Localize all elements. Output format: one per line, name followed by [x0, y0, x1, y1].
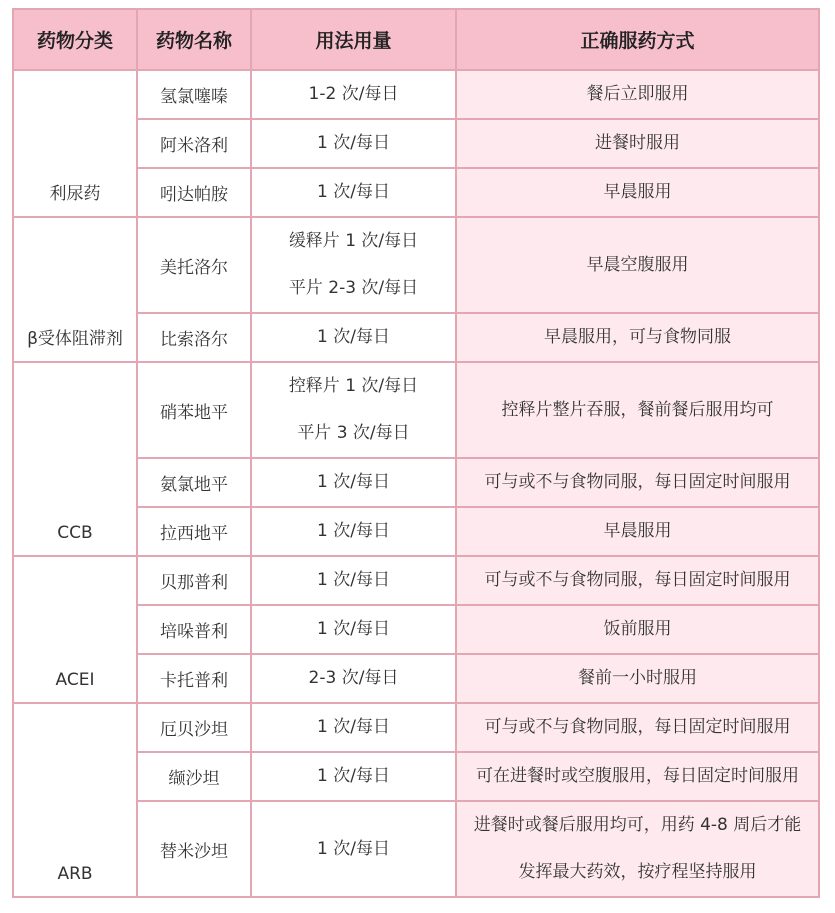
method-line: 可与或不与食物同服，每日固定时间服用	[484, 472, 791, 492]
drug-name-cell: 阿米洛利	[137, 119, 251, 168]
table-row	[13, 556, 819, 605]
drug-name-cell: 缬沙坦	[137, 752, 251, 801]
method-cell	[456, 362, 819, 458]
method-line: 可在进餐时或空腹服用，每日固定时间服用	[476, 766, 799, 786]
table-body	[13, 70, 819, 897]
method-cell	[456, 458, 819, 507]
dosage-cell	[251, 458, 456, 507]
method-line: 餐后立即服用	[586, 84, 689, 104]
method-line: 可与或不与食物同服，每日固定时间服用	[484, 717, 791, 737]
method-cell	[456, 556, 819, 605]
dosage-cell	[251, 752, 456, 801]
dosage-cell	[251, 217, 456, 313]
dosage-cell	[251, 556, 456, 605]
header-drug-name: 药物名称	[137, 9, 251, 70]
dosage-line: 2-3 次/每日	[308, 668, 399, 688]
drug-name-cell: 拉西地平	[137, 507, 251, 556]
dosage-cell	[251, 605, 456, 654]
dosage-line: 1 次/每日	[317, 472, 390, 492]
drug-name-cell: 氨氯地平	[137, 458, 251, 507]
dosage-line: 1 次/每日	[317, 838, 390, 859]
dosage-cell	[251, 70, 456, 119]
category-cell: ACEI	[13, 556, 137, 703]
method-line: 饭前服用	[603, 619, 672, 639]
category-cell: β受体阻滞剂	[13, 217, 137, 362]
dosage-line: 1 次/每日	[317, 521, 390, 541]
dosage-line: 1 次/每日	[317, 327, 390, 347]
dosage-line: 1-2 次/每日	[308, 84, 399, 104]
method-cell	[456, 801, 819, 897]
method-cell	[456, 217, 819, 313]
method-line: 进餐时或餐后服用均可，用药 4-8 周后才能	[473, 815, 802, 835]
method-line: 早晨服用	[603, 521, 672, 541]
method-line: 早晨空腹服用	[586, 254, 689, 275]
dosage-line: 1 次/每日	[317, 619, 390, 639]
dosage-line: 1 次/每日	[317, 182, 390, 202]
dosage-line: 1 次/每日	[317, 133, 390, 153]
dosage-cell	[251, 654, 456, 703]
method-cell	[456, 654, 819, 703]
method-cell	[456, 168, 819, 217]
drug-name-cell: 厄贝沙坦	[137, 703, 251, 752]
method-line: 控释片整片吞服，餐前餐后服用均可	[501, 399, 774, 420]
header-category: 药物分类	[13, 9, 137, 70]
method-line: 进餐时服用	[595, 133, 680, 153]
category-cell: CCB	[13, 362, 137, 556]
header-row	[13, 9, 819, 70]
method-cell	[456, 119, 819, 168]
method-line: 发挥最大药效，按疗程坚持服用	[518, 862, 757, 882]
table-row	[13, 217, 819, 313]
dosage-cell	[251, 703, 456, 752]
drug-name-cell: 吲达帕胺	[137, 168, 251, 217]
drug-name-cell: 比索洛尔	[137, 313, 251, 362]
dosage-line: 平片 3 次/每日	[297, 423, 410, 443]
method-cell	[456, 605, 819, 654]
method-line: 可与或不与食物同服，每日固定时间服用	[484, 570, 791, 590]
drug-name-cell: 替米沙坦	[137, 801, 251, 897]
drug-name-cell: 氢氯噻嗪	[137, 70, 251, 119]
method-cell	[456, 507, 819, 556]
drug-name-cell: 贝那普利	[137, 556, 251, 605]
dosage-line: 缓释片 1 次/每日	[288, 231, 419, 251]
dosage-line: 1 次/每日	[317, 570, 390, 590]
header-method: 正确服药方式	[456, 9, 819, 70]
category-cell: ARB	[13, 703, 137, 897]
medication-table	[12, 8, 820, 898]
method-line: 早晨服用，可与食物同服	[544, 327, 731, 347]
drug-name-cell: 培哚普利	[137, 605, 251, 654]
dosage-line: 1 次/每日	[317, 717, 390, 737]
drug-name-cell: 硝苯地平	[137, 362, 251, 458]
method-cell	[456, 752, 819, 801]
category-cell: 利尿药	[13, 70, 137, 217]
method-cell	[456, 703, 819, 752]
dosage-cell	[251, 168, 456, 217]
header-dosage: 用法用量	[251, 9, 456, 70]
table-row	[13, 362, 819, 458]
method-line: 餐前一小时服用	[578, 668, 697, 688]
method-cell	[456, 70, 819, 119]
method-line: 早晨服用	[603, 182, 672, 202]
dosage-cell	[251, 313, 456, 362]
dosage-cell	[251, 507, 456, 556]
dosage-line: 1 次/每日	[317, 766, 390, 786]
dosage-cell	[251, 362, 456, 458]
method-cell	[456, 313, 819, 362]
dosage-cell	[251, 801, 456, 897]
table-row	[13, 703, 819, 752]
dosage-cell	[251, 119, 456, 168]
dosage-line: 平片 2-3 次/每日	[288, 278, 419, 298]
drug-name-cell: 美托洛尔	[137, 217, 251, 313]
drug-name-cell: 卡托普利	[137, 654, 251, 703]
table-row	[13, 70, 819, 119]
dosage-line: 控释片 1 次/每日	[288, 376, 419, 396]
